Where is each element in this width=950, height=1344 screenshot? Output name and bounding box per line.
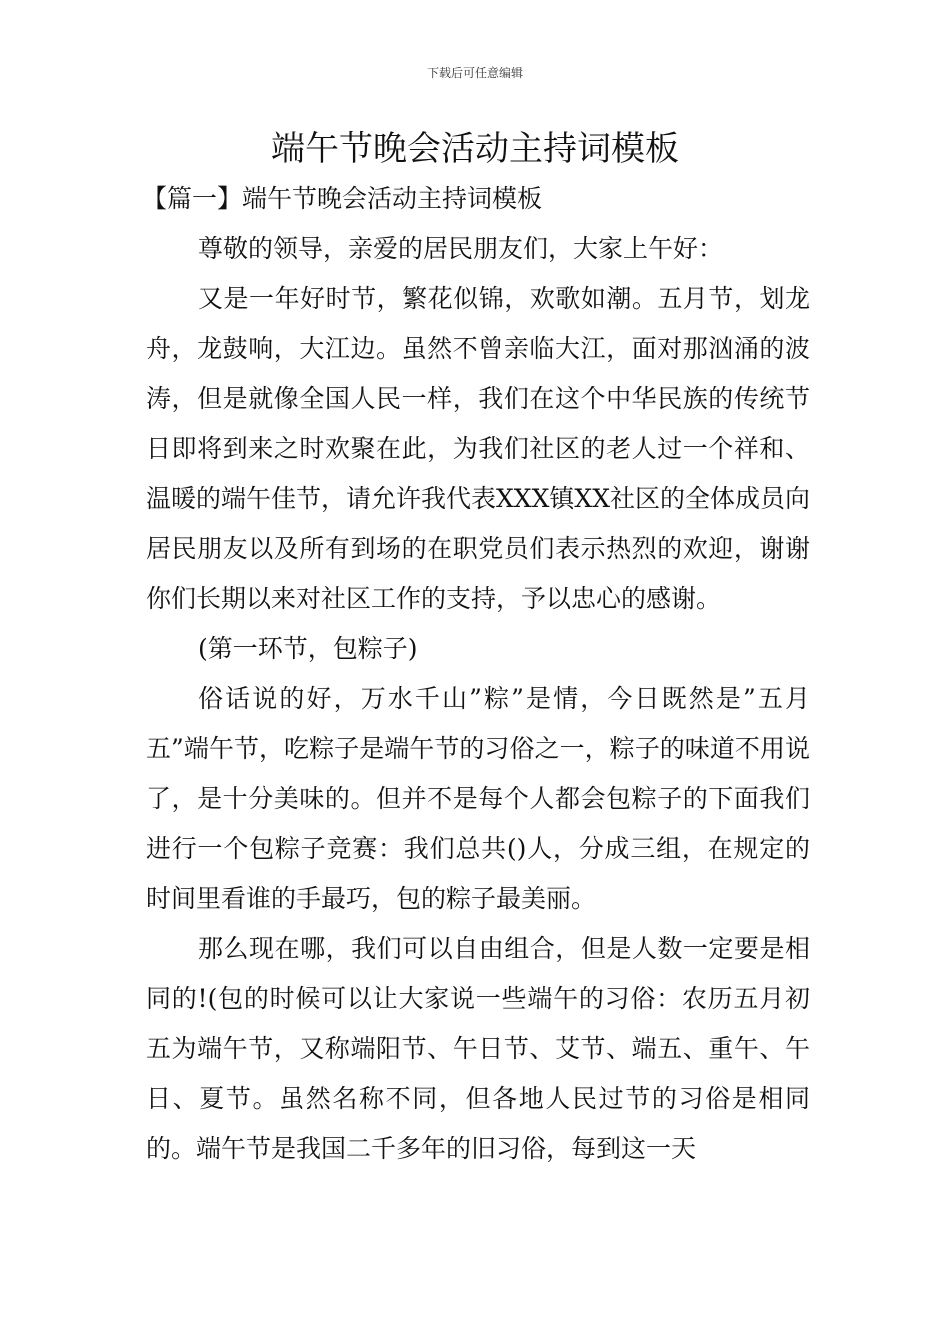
paragraph-zongzi-contest: 俗话说的好，万水千山”粽”是情，今日既然是”五月五”端午节，吃粽子是端午节的习俗之一，粽子的味道不用说了，是十分美味的。但并不是每个人都会包粽子的下面我们进行一个包粽子竞赛：我们总共()人，分成三组，在规定的时间里看谁的手最巧，包的粽子最美丽。 [146, 684, 810, 913]
document-body [142, 174, 810, 1174]
paragraph-greeting: 尊敬的领导，亲爱的居民朋友们，大家上午好： [198, 234, 724, 263]
paragraph-customs: 那么现在哪，我们可以自由组合，但是人数一定要是相同的!(包的时候可以让大家说一些端午的习俗：农历五月初五为端午节，又称端阳节、午日节、艾节、端五、重午、午日、夏节。虽然名称不同，但各地人民过节的习俗是相同的。端午节是我国二千多年的旧习俗，每到这一天 [146, 934, 810, 1163]
paragraph-segment-label: (第一环节，包粽子) [198, 634, 418, 663]
section-heading: 【篇一】端午节晚会活动主持词模板 [142, 184, 543, 213]
page-header-note: 下载后可任意编辑 [426, 66, 523, 80]
paragraph-opening: 又是一年好时节，繁花似锦，欢歌如潮。五月节，划龙舟，龙鼓响，大江边。虽然不曾亲临大江，面对那汹涌的波涛，但是就像全国人民一样，我们在这个中华民族的传统节日即将到来之时欢聚在此，为我们社区的老人过一个祥和、温暖的端午佳节，请允许我代表XXX镇XX社区的全体成员向居民朋友以及所有到场的在职党员们表示热烈的欢迎，谢谢你们长期以来对社区工作的支持，予以忠心的感谢。 [146, 284, 810, 613]
document-title: 端午节晚会活动主持词模板 [271, 129, 679, 169]
